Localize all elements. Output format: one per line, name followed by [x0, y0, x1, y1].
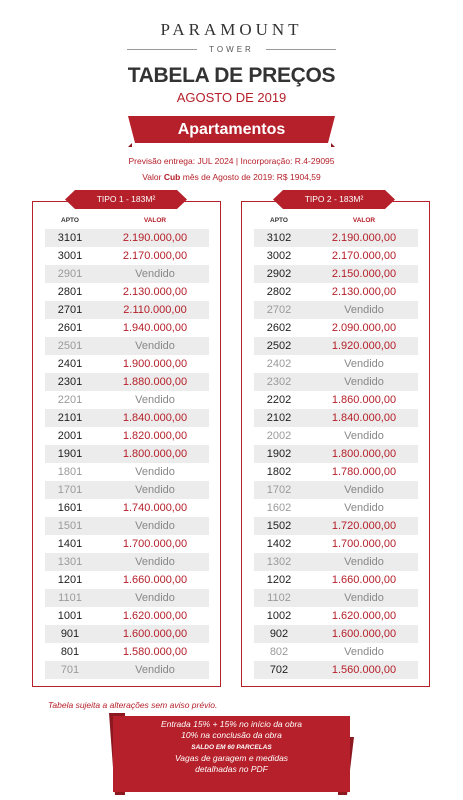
cell-status: Vendido [344, 646, 384, 658]
cell-apto: 2802 [266, 286, 292, 298]
cell-apto: 1901 [57, 448, 83, 460]
banner-line-2: 10% na conclusão da obra [181, 730, 282, 741]
cell-valor: 2.130.000,00 [331, 286, 397, 298]
cell-status: Vendido [135, 466, 175, 478]
table-row [45, 265, 209, 283]
table-row [254, 535, 418, 553]
cell-valor: 2.110.000,00 [123, 304, 187, 316]
table-tab-tipo-1 [65, 190, 187, 209]
cell-valor: 1.860.000,00 [331, 394, 397, 406]
table-row [45, 445, 209, 463]
cell-apto: 2201 [57, 394, 83, 406]
cell-valor: 1.840.000,00 [331, 412, 397, 424]
table-row [45, 661, 209, 679]
table-row [254, 391, 418, 409]
cell-valor: 1.660.000,00 [122, 574, 188, 586]
column-header-apto: APTO [270, 217, 288, 224]
cell-apto: 1002 [266, 610, 292, 622]
brand-logo [0, 20, 463, 54]
banner-line-5: detalhadas no PDF [195, 764, 268, 775]
table-row [254, 553, 418, 571]
table-row [45, 589, 209, 607]
cell-status: Vendido [135, 664, 175, 676]
cell-valor: 1.720.000,00 [331, 520, 397, 532]
cell-status: Vendido [344, 430, 384, 442]
table-row [254, 463, 418, 481]
table-row [45, 319, 209, 337]
table-body [45, 229, 209, 679]
cell-valor: 1.600.000,00 [122, 628, 188, 640]
table-tab-label: TIPO 1 - 183M² [96, 194, 156, 204]
table-row [254, 607, 418, 625]
table-row [45, 229, 209, 247]
cell-status: Vendido [344, 556, 384, 568]
table-row [45, 373, 209, 391]
table-row [254, 409, 418, 427]
cell-valor: 2.190.000,00 [122, 232, 188, 244]
table-row [45, 625, 209, 643]
cell-valor: 1.840.000,00 [122, 412, 188, 424]
table-row [45, 355, 209, 373]
brand-divider-right [266, 49, 336, 50]
table-row [254, 319, 418, 337]
table-row [254, 427, 418, 445]
cell-apto: 2002 [266, 430, 292, 442]
cell-valor: 2.170.000,00 [122, 250, 188, 262]
table-row [45, 247, 209, 265]
cell-apto: 3101 [57, 232, 83, 244]
cell-apto: 802 [269, 646, 289, 658]
cell-valor: 2.170.000,00 [331, 250, 397, 262]
cell-apto: 2502 [266, 340, 292, 352]
cell-apto: 1302 [266, 556, 292, 568]
table-row [45, 301, 209, 319]
banner-line-4: Vagas de garagem e medidas [174, 752, 289, 763]
page-title: TABELA DE PREÇOS [127, 64, 336, 87]
cub-info-bold: Cub [163, 172, 181, 182]
cell-valor: 2.090.000,00 [331, 322, 397, 334]
cell-status: Vendido [135, 592, 175, 604]
cell-apto: 2501 [57, 340, 83, 352]
cell-valor: 1.740.000,00 [122, 502, 188, 514]
table-row [254, 517, 418, 535]
cell-status: Vendido [135, 484, 175, 496]
cell-apto: 1102 [267, 592, 291, 604]
cell-valor: 2.130.000,00 [122, 286, 188, 298]
cell-valor: 1.820.000,00 [122, 430, 188, 442]
cell-apto: 901 [60, 628, 80, 640]
brand-name: PARAMOUNT [160, 20, 303, 39]
column-header-valor: VALOR [143, 217, 167, 224]
cell-status: Vendido [344, 304, 384, 316]
cell-valor: 1.620.000,00 [331, 610, 397, 622]
page-subtitle: AGOSTO DE 2019 [176, 90, 287, 105]
table-body [254, 229, 418, 679]
table-row [45, 427, 209, 445]
table-row [254, 571, 418, 589]
table-tab-label: TIPO 2 - 183M² [304, 194, 364, 204]
cell-valor: 1.660.000,00 [331, 574, 397, 586]
cell-valor: 1.600.000,00 [331, 628, 397, 640]
table-row [254, 481, 418, 499]
section-label: Apartamentos [177, 121, 286, 138]
table-row [45, 481, 209, 499]
cub-info-suffix: mês de Agosto de 2019: R$ 1904,59 [180, 172, 321, 182]
table-row [45, 571, 209, 589]
cell-valor: 1.800.000,00 [331, 448, 397, 460]
cell-valor: 2.190.000,00 [331, 232, 397, 244]
cell-apto: 1902 [266, 448, 292, 460]
cell-apto: 2102 [266, 412, 292, 424]
table-header [45, 217, 209, 229]
cell-apto: 2302 [266, 376, 292, 388]
table-row [45, 607, 209, 625]
cell-apto: 2801 [57, 286, 83, 298]
cell-valor: 1.900.000,00 [122, 358, 188, 370]
cell-apto: 2902 [266, 268, 292, 280]
table-row [45, 643, 209, 661]
cell-apto: 1301 [57, 556, 83, 568]
table-row [254, 301, 418, 319]
table-row [254, 265, 418, 283]
table-row [45, 391, 209, 409]
cell-apto: 1501 [57, 520, 83, 532]
cell-apto: 2001 [57, 430, 83, 442]
cell-apto: 2402 [266, 358, 292, 370]
cell-apto: 2701 [57, 304, 83, 316]
cell-valor: 1.940.000,00 [122, 322, 188, 334]
table-row [45, 517, 209, 535]
cell-apto: 2301 [57, 376, 83, 388]
cell-status: Vendido [135, 556, 175, 568]
cell-apto: 2101 [57, 412, 83, 424]
banner-line-1: Entrada 15% + 15% no início da obra [160, 719, 303, 729]
cell-apto: 1602 [266, 502, 292, 514]
table-row [254, 499, 418, 517]
table-row [45, 499, 209, 517]
cell-status: Vendido [344, 502, 384, 514]
banner-line-3: SALDO EM 60 PARCELAS [191, 743, 272, 751]
table-tab-tipo-2 [273, 190, 395, 209]
table-row [254, 247, 418, 265]
cell-status: Vendido [135, 394, 175, 406]
cell-status: Vendido [344, 376, 384, 388]
table-header [254, 217, 418, 229]
cub-info-prefix: Valor [142, 172, 164, 182]
column-header-apto: APTO [61, 217, 79, 224]
cell-apto: 1802 [266, 466, 292, 478]
table-row [45, 337, 209, 355]
cell-apto: 1702 [266, 484, 292, 496]
cell-apto: 701 [60, 664, 80, 676]
brand-divider-left [127, 49, 197, 50]
column-header-valor: VALOR [352, 217, 376, 224]
cell-valor: 1.620.000,00 [122, 610, 188, 622]
cell-apto: 1601 [57, 502, 83, 514]
table-row [45, 463, 209, 481]
cell-valor: 1.580.000,00 [122, 646, 188, 658]
section-ribbon [128, 116, 335, 147]
cell-apto: 1502 [266, 520, 292, 532]
table-row [45, 283, 209, 301]
table-row [254, 589, 418, 607]
cell-apto: 801 [60, 646, 80, 658]
cell-status: Vendido [344, 484, 384, 496]
table-row [254, 661, 418, 679]
cell-valor: 1.880.000,00 [122, 376, 188, 388]
table-row [45, 535, 209, 553]
table-row [254, 337, 418, 355]
cell-apto: 1701 [57, 484, 83, 496]
table-row [254, 373, 418, 391]
cell-valor: 1.800.000,00 [122, 448, 188, 460]
table-row [254, 625, 418, 643]
table-row [254, 229, 418, 247]
table-row [45, 553, 209, 571]
cell-apto: 1402 [266, 538, 292, 550]
cell-apto: 2901 [57, 268, 83, 280]
cell-apto: 3002 [266, 250, 292, 262]
cell-apto: 2702 [266, 304, 292, 316]
cell-apto: 2602 [266, 322, 292, 334]
table-row [254, 283, 418, 301]
table-row [45, 409, 209, 427]
cell-apto: 2601 [57, 322, 83, 334]
cub-info [0, 172, 463, 182]
table-row [254, 445, 418, 463]
cell-apto: 2202 [266, 394, 292, 406]
cell-valor: 2.150.000,00 [331, 268, 397, 280]
cell-status: Vendido [135, 340, 175, 352]
table-row [254, 643, 418, 661]
delivery-info: Previsão entrega: JUL 2024 | Incorporação: R.4-29095 [128, 156, 335, 166]
cell-apto: 902 [269, 628, 289, 640]
cell-apto: 1202 [266, 574, 292, 586]
table-row [254, 355, 418, 373]
cell-status: Vendido [344, 592, 384, 604]
cell-apto: 1401 [57, 538, 83, 550]
cell-apto: 1001 [57, 610, 83, 622]
cell-valor: 1.560.000,00 [331, 664, 397, 676]
cell-apto: 2401 [57, 358, 83, 370]
banner-text [109, 719, 354, 775]
cell-apto: 1201 [57, 574, 83, 586]
cell-valor: 1.780.000,00 [331, 466, 397, 478]
cell-apto: 3102 [266, 232, 292, 244]
cell-valor: 1.920.000,00 [331, 340, 397, 352]
cell-valor: 1.700.000,00 [122, 538, 188, 550]
brand-sub-row [0, 45, 463, 54]
cell-status: Vendido [135, 520, 175, 532]
cell-apto: 3001 [57, 250, 83, 262]
cell-status: Vendido [135, 268, 175, 280]
cell-status: Vendido [344, 358, 384, 370]
cell-apto: 1801 [57, 466, 83, 478]
cell-apto: 702 [269, 664, 289, 676]
brand-sub: TOWER [209, 45, 254, 54]
footnote: Tabela sujeita a alterações sem aviso prévio. [48, 700, 218, 710]
payment-banner [109, 713, 354, 795]
cell-apto: 1101 [58, 592, 82, 604]
cell-valor: 1.700.000,00 [331, 538, 397, 550]
